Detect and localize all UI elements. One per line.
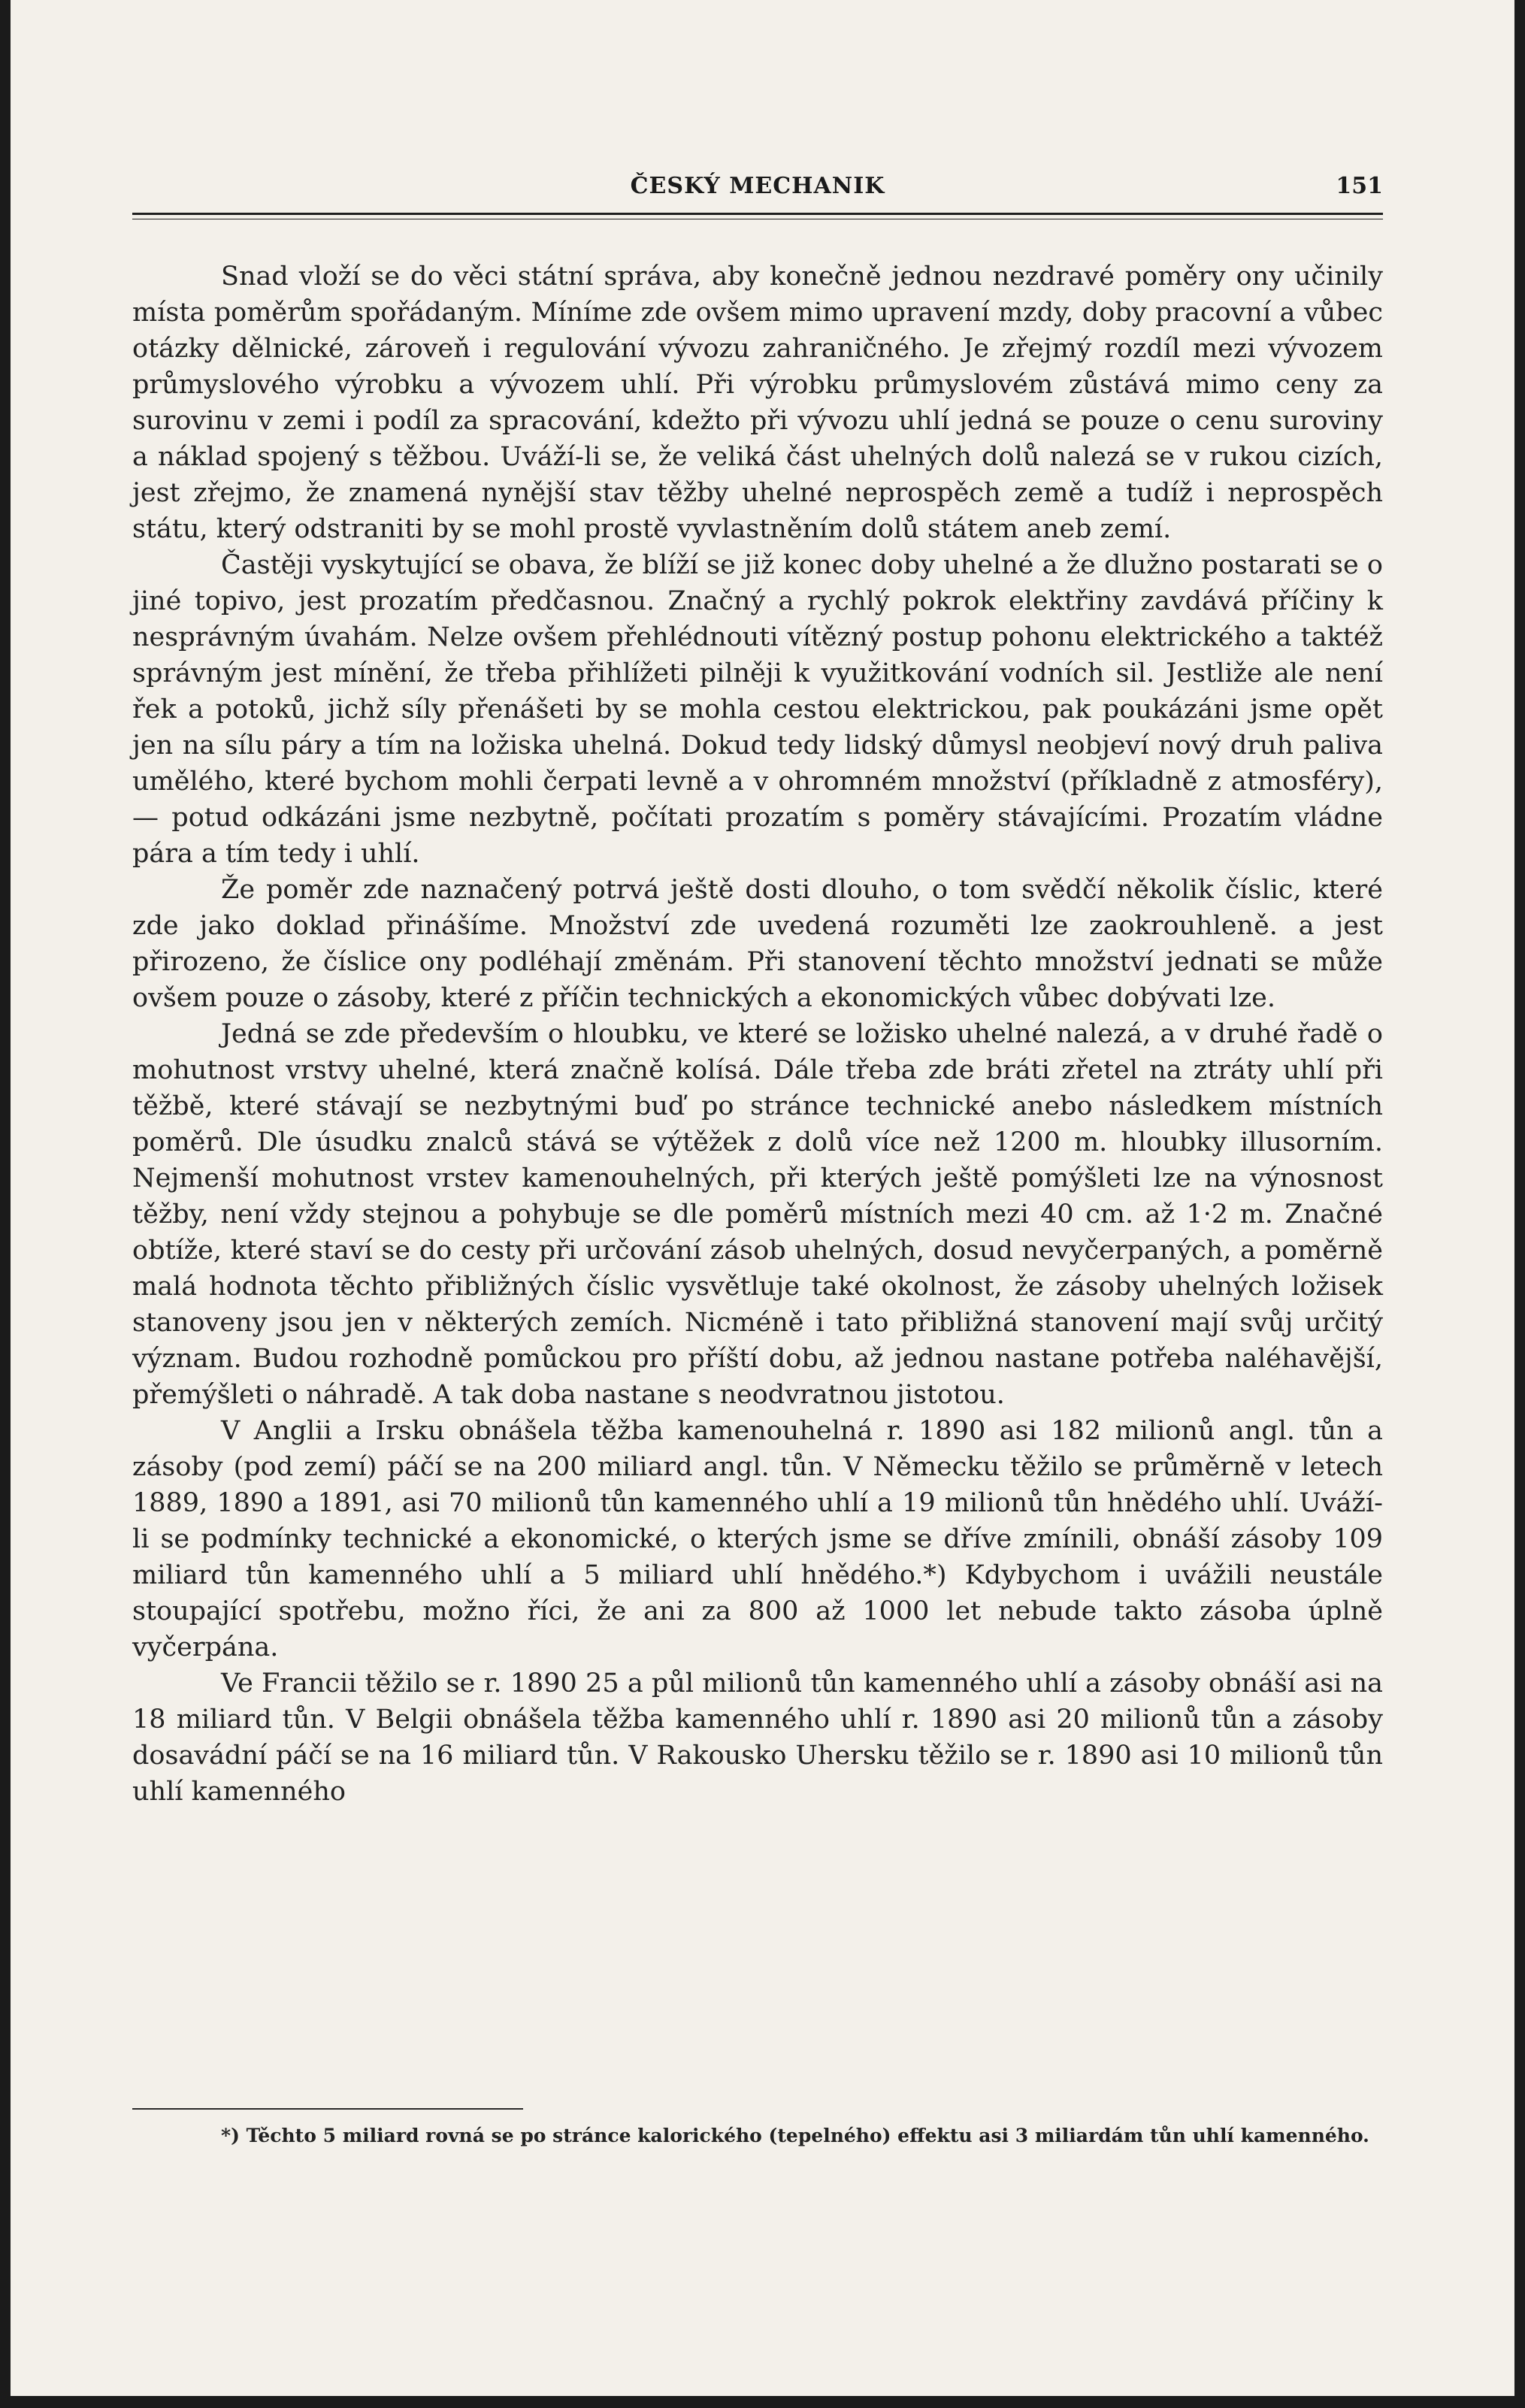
paragraph: Snad vloží se do věci státní správa, aby konečně jednou nezdravé poměry ony učinily místa poměrům spořádaným. Míníme zde ovšem mimo upravení mzdy, doby pracovní a vůbec otázky dělnické, zároveň i regulování vývozu zahraničného. Je zřejmý rozdíl mezi vývozem průmyslového výrobku a vývozem uhlí. Při výrobku průmyslovém zůstává mimo ceny za surovinu v zemi i podíl za spracování, kdežto při vývozu uhlí jedná se pouze o cenu suroviny a náklad spojený s těžbou. Uváží-li se, že veliká část uhelných dolů nalezá se v rukou cizích, jest zřejmo, že znamená nynější stav těžby uhelné neprospěch země a tudíž i neprospěch státu, který odstraniti by se mohl prostě vyvlastněním dolů státem aneb zemí.: [132, 262, 1383, 544]
running-header: [132, 173, 1383, 203]
footnote-mark: *): [221, 2125, 240, 2146]
scan-border-left: [0, 0, 11, 2408]
body-text: [132, 259, 1383, 1810]
header-rule: [132, 213, 1383, 215]
paragraph: Že poměr zde naznačený potrvá ještě dosti dlouho, o tom svědčí několik číslic, které zde jako doklad přinášíme. Množství zde uvedená rozuměti lze zaokrouhleně. a jest přirozeno, že číslice ony podléhají změnám. Při stanovení těchto množství jednati se může ovšem pouze o zásoby, které z příčin technických a ekonomických vůbec dobývati lze.: [132, 875, 1383, 1013]
footnote: [132, 2122, 1383, 2149]
scan-border-bottom: [0, 2396, 1525, 2408]
paragraph: V Anglii a Irsku obnášela těžba kamenouhelná r. 1890 asi 182 milionů angl. tůn a zásoby (pod zemí) páčí se na 200 miliard angl. tůn. V Německu těžilo se průměrně v letech 1889, 1890 a 1891, asi 70 milionů tůn kamenného uhlí a 19 milionů tůn hnědého uhlí. Uváží-li se podmínky technické a ekonomické, o kterých jsme se dříve zmínili, obnáší zásoby 109 miliard tůn kamenného uhlí a 5 miliard uhlí hnědého.*) Kdybychom i uvážili neustále stoupající spotřebu, možno říci, že ani za 800 až 1000 let nebude takto zásoba úplně vyčerpána.: [132, 1416, 1383, 1662]
journal-title: ČESKÝ MECHANIK: [630, 173, 885, 199]
page-number: 151: [1336, 173, 1383, 199]
paragraph: Jedná se zde především o hloubku, ve které se ložisko uhelné nalezá, a v druhé řadě o mohutnost vrstvy uhelné, která značně kolísá. Dále třeba zde bráti zřetel na ztráty uhlí při těžbě, které stávají se nezbytnými buď po stránce technické anebo následkem místních poměrů. Dle úsudku znalců stává se výtěžek z dolů více než 1200 m. hloubky illusorním. Nejmenší mohutnost vrstev kamenouhelných, při kterých ještě pomýšleti lze na výnosnost těžby, není vždy stejnou a pohybuje se dle poměrů místních mezi 40 cm. až 1·2 m. Značné obtíže, které staví se do cesty při určování zásob uhelných, dosud nevyčerpaných, a poměrně malá hodnota těchto přibližných číslic vysvětluje také okolnost, že zásoby uhelných ložisek stanoveny jsou jen v některých zemích. Nicméně i tato přibližná stanovení mají svůj určitý význam. Budou rozhodně pomůckou pro příští dobu, až jednou nastane potřeba naléhavější, přemýšleti o náhradě. A tak doba nastane s neodvratnou jistotou.: [132, 1019, 1383, 1410]
footnote-rule: [132, 2108, 523, 2110]
scan-border-right: [1514, 0, 1525, 2408]
footnote-text: Těchto 5 miliard rovná se po stránce kalorického (tepelného) effektu asi 3 miliardám tůn uhlí kamenného.: [246, 2125, 1369, 2146]
paragraph: Častěji vyskytující se obava, že blíží se již konec doby uhelné a že dlužno postarati se o jiné topivo, jest prozatím předčasnou. Značný a rychlý pokrok elektřiny zavdává příčiny k nesprávným úvahám. Nelze ovšem přehlédnouti vítězný postup pohonu elektrického a taktéž správným jest mínění, že třeba přihlížeti pilněji k využitkování vodních sil. Jestliže ale není řek a potoků, jichž síly přenášeti by se mohla cestou elektrickou, pak poukázáni jsme opět jen na sílu páry a tím na ložiska uhelná. Dokud tedy lidský důmysl neobjeví nový druh paliva umělého, které bychom mohli čerpati levně a v ohromném množství (příkladně z atmosféry), — potud odkázáni jsme nezbytně, počítati prozatím s poměry stávajícími. Prozatím vládne pára a tím tedy i uhlí.: [132, 550, 1383, 869]
paragraph: Ve Francii těžilo se r. 1890 25 a půl milionů tůn kamenného uhlí a zásoby obnáší asi na 18 miliard tůn. V Belgii obnášela těžba kamenného uhlí r. 1890 asi 20 milionů tůn a zásoby dosavádní páčí se na 16 miliard tůn. V Rakousko Uhersku těžilo se r. 1890 asi 10 milionů tůn uhlí kamenného: [132, 1668, 1383, 1807]
